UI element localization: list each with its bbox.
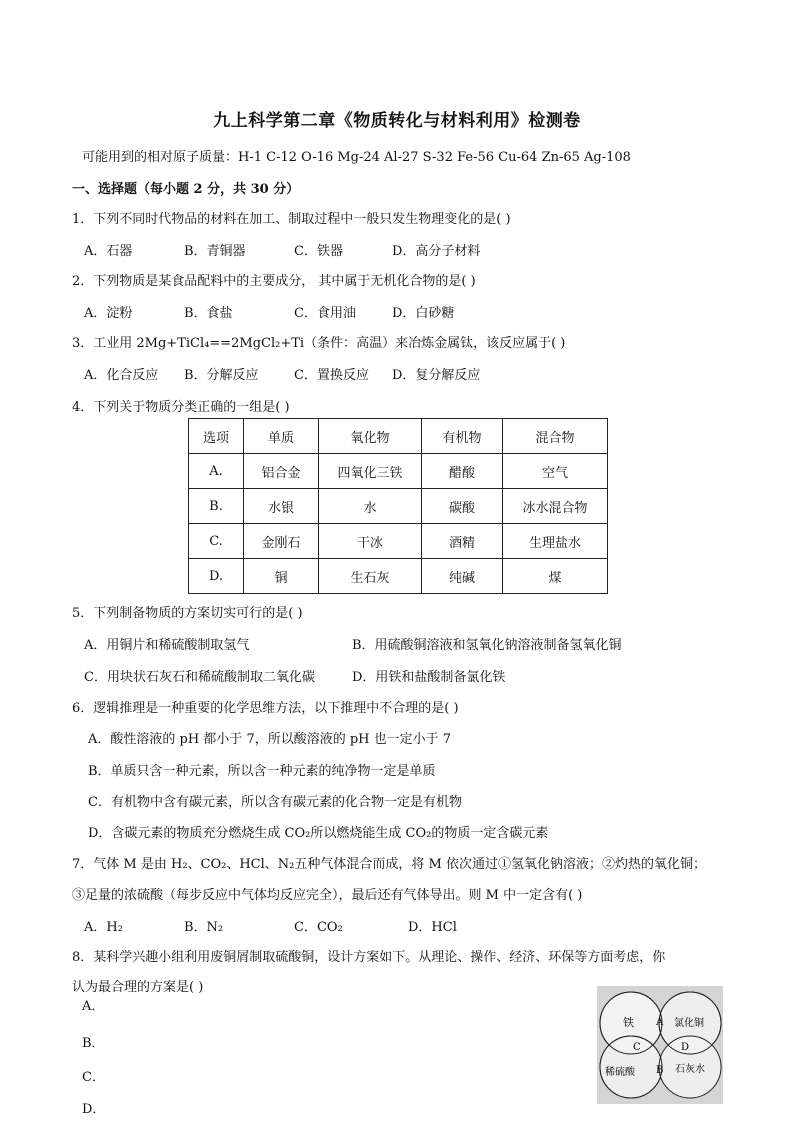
page-title: 九上科学第二章《物质转化与材料利用》检测卷 [213, 111, 581, 131]
q5-option-a: A．用铜片和稀硫酸制取氢气 [84, 638, 250, 653]
table-cell: 生理盐水 [503, 524, 608, 559]
table-cell: 干冰 [319, 524, 422, 559]
q8-option-a: A． [82, 999, 105, 1014]
q7-option-b: B．N₂ [184, 920, 224, 935]
q6-option-b: B．单质只含一种元素，所以含一种元素的纯净物一定是单质 [88, 764, 436, 779]
venn-label: 稀硫酸 [605, 1067, 635, 1078]
question-7: 7．气体 M 是由 H₂、CO₂、HCl、N₂五种气体混合而成，将 M 依次通过①氢氧化钠溶液；②灼热的氧化铜； [72, 857, 706, 872]
question-6: 6．逻辑推理是一种重要的化学思维方法，以下推理中不合理的是( ) [72, 701, 459, 716]
question-3: 3．工业用 2Mg+TiCl₄==2MgCl₂+Ti（条件：高温）来冶炼金属钛，该反应属于( ) [72, 336, 566, 351]
table-cell: 空气 [503, 454, 608, 489]
table-header-row [189, 419, 608, 454]
q1-option-b: B．青铜器 [184, 244, 246, 259]
q7-option-d: D．HCl [408, 920, 457, 935]
q7-option-c: C．CO₂ [294, 920, 343, 935]
q8-option-d: D． [82, 1102, 106, 1117]
venn-label: 石灰水 [675, 1064, 705, 1075]
q5-option-d: D．用铁和盐酸制备氯化铁 [352, 670, 506, 685]
venn-label: 铁 [623, 1016, 634, 1029]
q1-option-c: C．铁器 [294, 244, 343, 259]
venn-region-label: D [681, 1042, 690, 1053]
q3-option-b: B．分解反应 [184, 368, 259, 383]
table-header-cell: 混合物 [503, 419, 608, 454]
question-4: 4．下列关于物质分类正确的一组是( ) [72, 400, 290, 415]
table-row [189, 524, 608, 559]
question-2: 2．下列物质是某食品配料中的主要成分， 其中属于无机化合物的是( ) [72, 274, 476, 289]
venn-region-label: C [633, 1042, 641, 1053]
table-cell: C. [189, 524, 244, 559]
question-7-cont: ③足量的浓硫酸（每步反应中气体均反应完全），最后还有气体导出。则 M 中一定含有( ) [72, 888, 583, 903]
table-header-cell: 有机物 [422, 419, 503, 454]
table-cell: 铜 [244, 559, 319, 594]
q2-option-b: B．食盐 [184, 306, 233, 321]
question-8: 8．某科学兴趣小组利用废铜屑制取硫酸铜，设计方案如下。从理论、操作、经济、环保等方面考虑，你 [72, 950, 666, 965]
q6-option-d: D．含碳元素的物质充分燃烧生成 CO₂所以燃烧能生成 CO₂的物质一定含碳元素 [88, 826, 549, 841]
table-row [189, 559, 608, 594]
q2-option-c: C．食用油 [294, 306, 356, 321]
question-8-cont: 认为最合理的方案是( ) [72, 980, 204, 995]
table-cell: 四氧化三铁 [319, 454, 422, 489]
q8-option-b: B． [82, 1036, 105, 1051]
atomic-masses: 可能用到的相对原子质量：H-1 C-12 O-16 Mg-24 Al-27 S-32 Fe-56 Cu-64 Zn-65 Ag-108 [82, 150, 631, 165]
table-row [189, 489, 608, 524]
table-cell: 碳酸 [422, 489, 503, 524]
q7-option-a: A．H₂ [84, 920, 123, 935]
q8-option-c: C． [82, 1070, 105, 1085]
table-cell: 冰水混合物 [503, 489, 608, 524]
venn-diagram [597, 986, 723, 1104]
table-cell: 酒精 [422, 524, 503, 559]
table-cell: D. [189, 559, 244, 594]
q2-option-a: A．淀粉 [84, 306, 133, 321]
table-row [189, 454, 608, 489]
table-cell: 醋酸 [422, 454, 503, 489]
table-cell: B. [189, 489, 244, 524]
q6-option-a: A．酸性溶液的 pH 都小于 7，所以酸溶液的 pH 也一定小于 7 [88, 732, 452, 747]
q3-option-d: D．复分解反应 [392, 368, 481, 383]
table-header-cell: 选项 [189, 419, 244, 454]
q5-option-b: B．用硫酸铜溶液和氢氧化钠溶液制备氢氧化铜 [352, 638, 622, 653]
table-header-cell: 氧化物 [319, 419, 422, 454]
table-cell: 煤 [503, 559, 608, 594]
table-cell: 纯碱 [422, 559, 503, 594]
venn-region-label: A [656, 1017, 664, 1028]
table-cell: A. [189, 454, 244, 489]
q1-option-d: D．高分子材料 [392, 244, 481, 259]
table-cell: 生石灰 [319, 559, 422, 594]
table-header-cell: 单质 [244, 419, 319, 454]
table-cell: 水 [319, 489, 422, 524]
classification-table [188, 418, 608, 594]
question-5: 5．下列制备物质的方案切实可行的是( ) [72, 606, 303, 621]
question-1: 1．下列不同时代物品的材料在加工、制取过程中一般只发生物理变化的是( ) [72, 212, 511, 227]
table-cell: 铝合金 [244, 454, 319, 489]
table-cell: 金刚石 [244, 524, 319, 559]
q2-option-d: D．白砂糖 [392, 306, 455, 321]
q3-option-a: A．化合反应 [84, 368, 159, 383]
q5-option-c: C．用块状石灰石和稀硫酸制取二氧化碳 [84, 670, 315, 685]
table-cell: 水银 [244, 489, 319, 524]
q1-option-a: A．石器 [84, 244, 133, 259]
section-heading: 一、选择题（每小题 2 分，共 30 分） [72, 182, 300, 197]
venn-label: 氯化铜 [674, 1018, 704, 1029]
q6-option-c: C．有机物中含有碳元素，所以含有碳元素的化合物一定是有机物 [88, 795, 462, 810]
q3-option-c: C．置换反应 [294, 368, 369, 383]
venn-region-label: B [656, 1065, 664, 1076]
